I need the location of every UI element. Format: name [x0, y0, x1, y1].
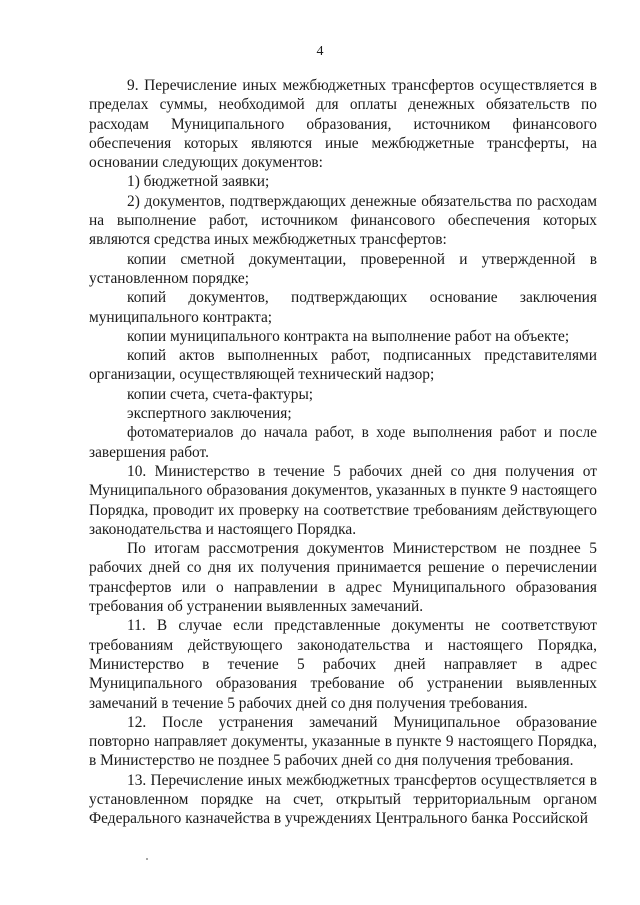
paragraph-9-item-1: 1) бюджетной заявки; [127, 173, 270, 191]
list-item-photo-materials: фотоматериалов до начала работ, в ходе выполнения работ и после завершения работ. [89, 424, 597, 461]
paragraph-11: 11. В случае если представленные документы не соответствуют требованиям действующего законодательства и настоящего Порядка, Министерство в течение 5 рабочих дней направляет в адрес Муниципального образования требование об устранении выявленных замечаний в течение 5 рабочих дней со дня получения требования. [89, 617, 597, 712]
paragraph-12: 12. После устранения замечаний Муниципальное образование повторно направляет документы, указанные в пункте 9 настоящего Порядка, в Министерство не позднее 5 рабочих дней со дня получения требования. [89, 713, 597, 770]
paragraph-10-review: По итогам рассмотрения документов Министерством не позднее 5 рабочих дней со дня их получения принимается решение о перечислении трансфертов или о направлении в адрес Муниципального образования требования об устранении выявленных замечаний. [89, 540, 597, 616]
list-item-acts-copy: копий актов выполненных работ, подписанных представителями организации, осуществляющей технический надзор; [89, 347, 597, 384]
list-item-expert-opinion: экспертного заключения; [127, 405, 292, 423]
scan-speck [146, 858, 148, 860]
list-item-contract-basis: копий документов, подтверждающих основание заключения муниципального контракта; [89, 289, 597, 326]
paragraph-9: 9. Перечисление иных межбюджетных трансфертов осуществляется в пределах суммы, необходимой для оплаты денежных обязательств по расходам Муниципального образования, источником финансового обеспечения которых являются иные межбюджетные трансферты, на основании следующих документов: [89, 77, 597, 172]
list-item-invoice-copy: копии счета, счета-фактуры; [127, 385, 314, 403]
paragraph-9-item-2: 2) документов, подтверждающих денежные обязательства по расходам на выполнение работ, источником финансового обеспечения которых являются средства иных межбюджетных трансфертов: [89, 192, 597, 249]
document-body [89, 76, 597, 829]
list-item-estimate-copy: копии сметной документации, проверенной и утвержденной в установленном порядке; [89, 250, 597, 287]
list-item-contract-copy: копии муниципального контракта на выполнение работ на объекте; [127, 327, 570, 345]
paragraph-10: 10. Министерство в течение 5 рабочих дней со дня получения от Муниципального образования документов, указанных в пункте 9 настоящего Порядка, проводит их проверку на соответствие требованиям действующего законодательства и настоящего Порядка. [89, 462, 597, 538]
paragraph-13: 13. Перечисление иных межбюджетных трансфертов осуществляется в установленном порядке на счет, открытый территориальным органом Федерального казначейства в учреждениях Центрального банка Российской [89, 771, 597, 828]
page-number: 4 [316, 44, 324, 59]
